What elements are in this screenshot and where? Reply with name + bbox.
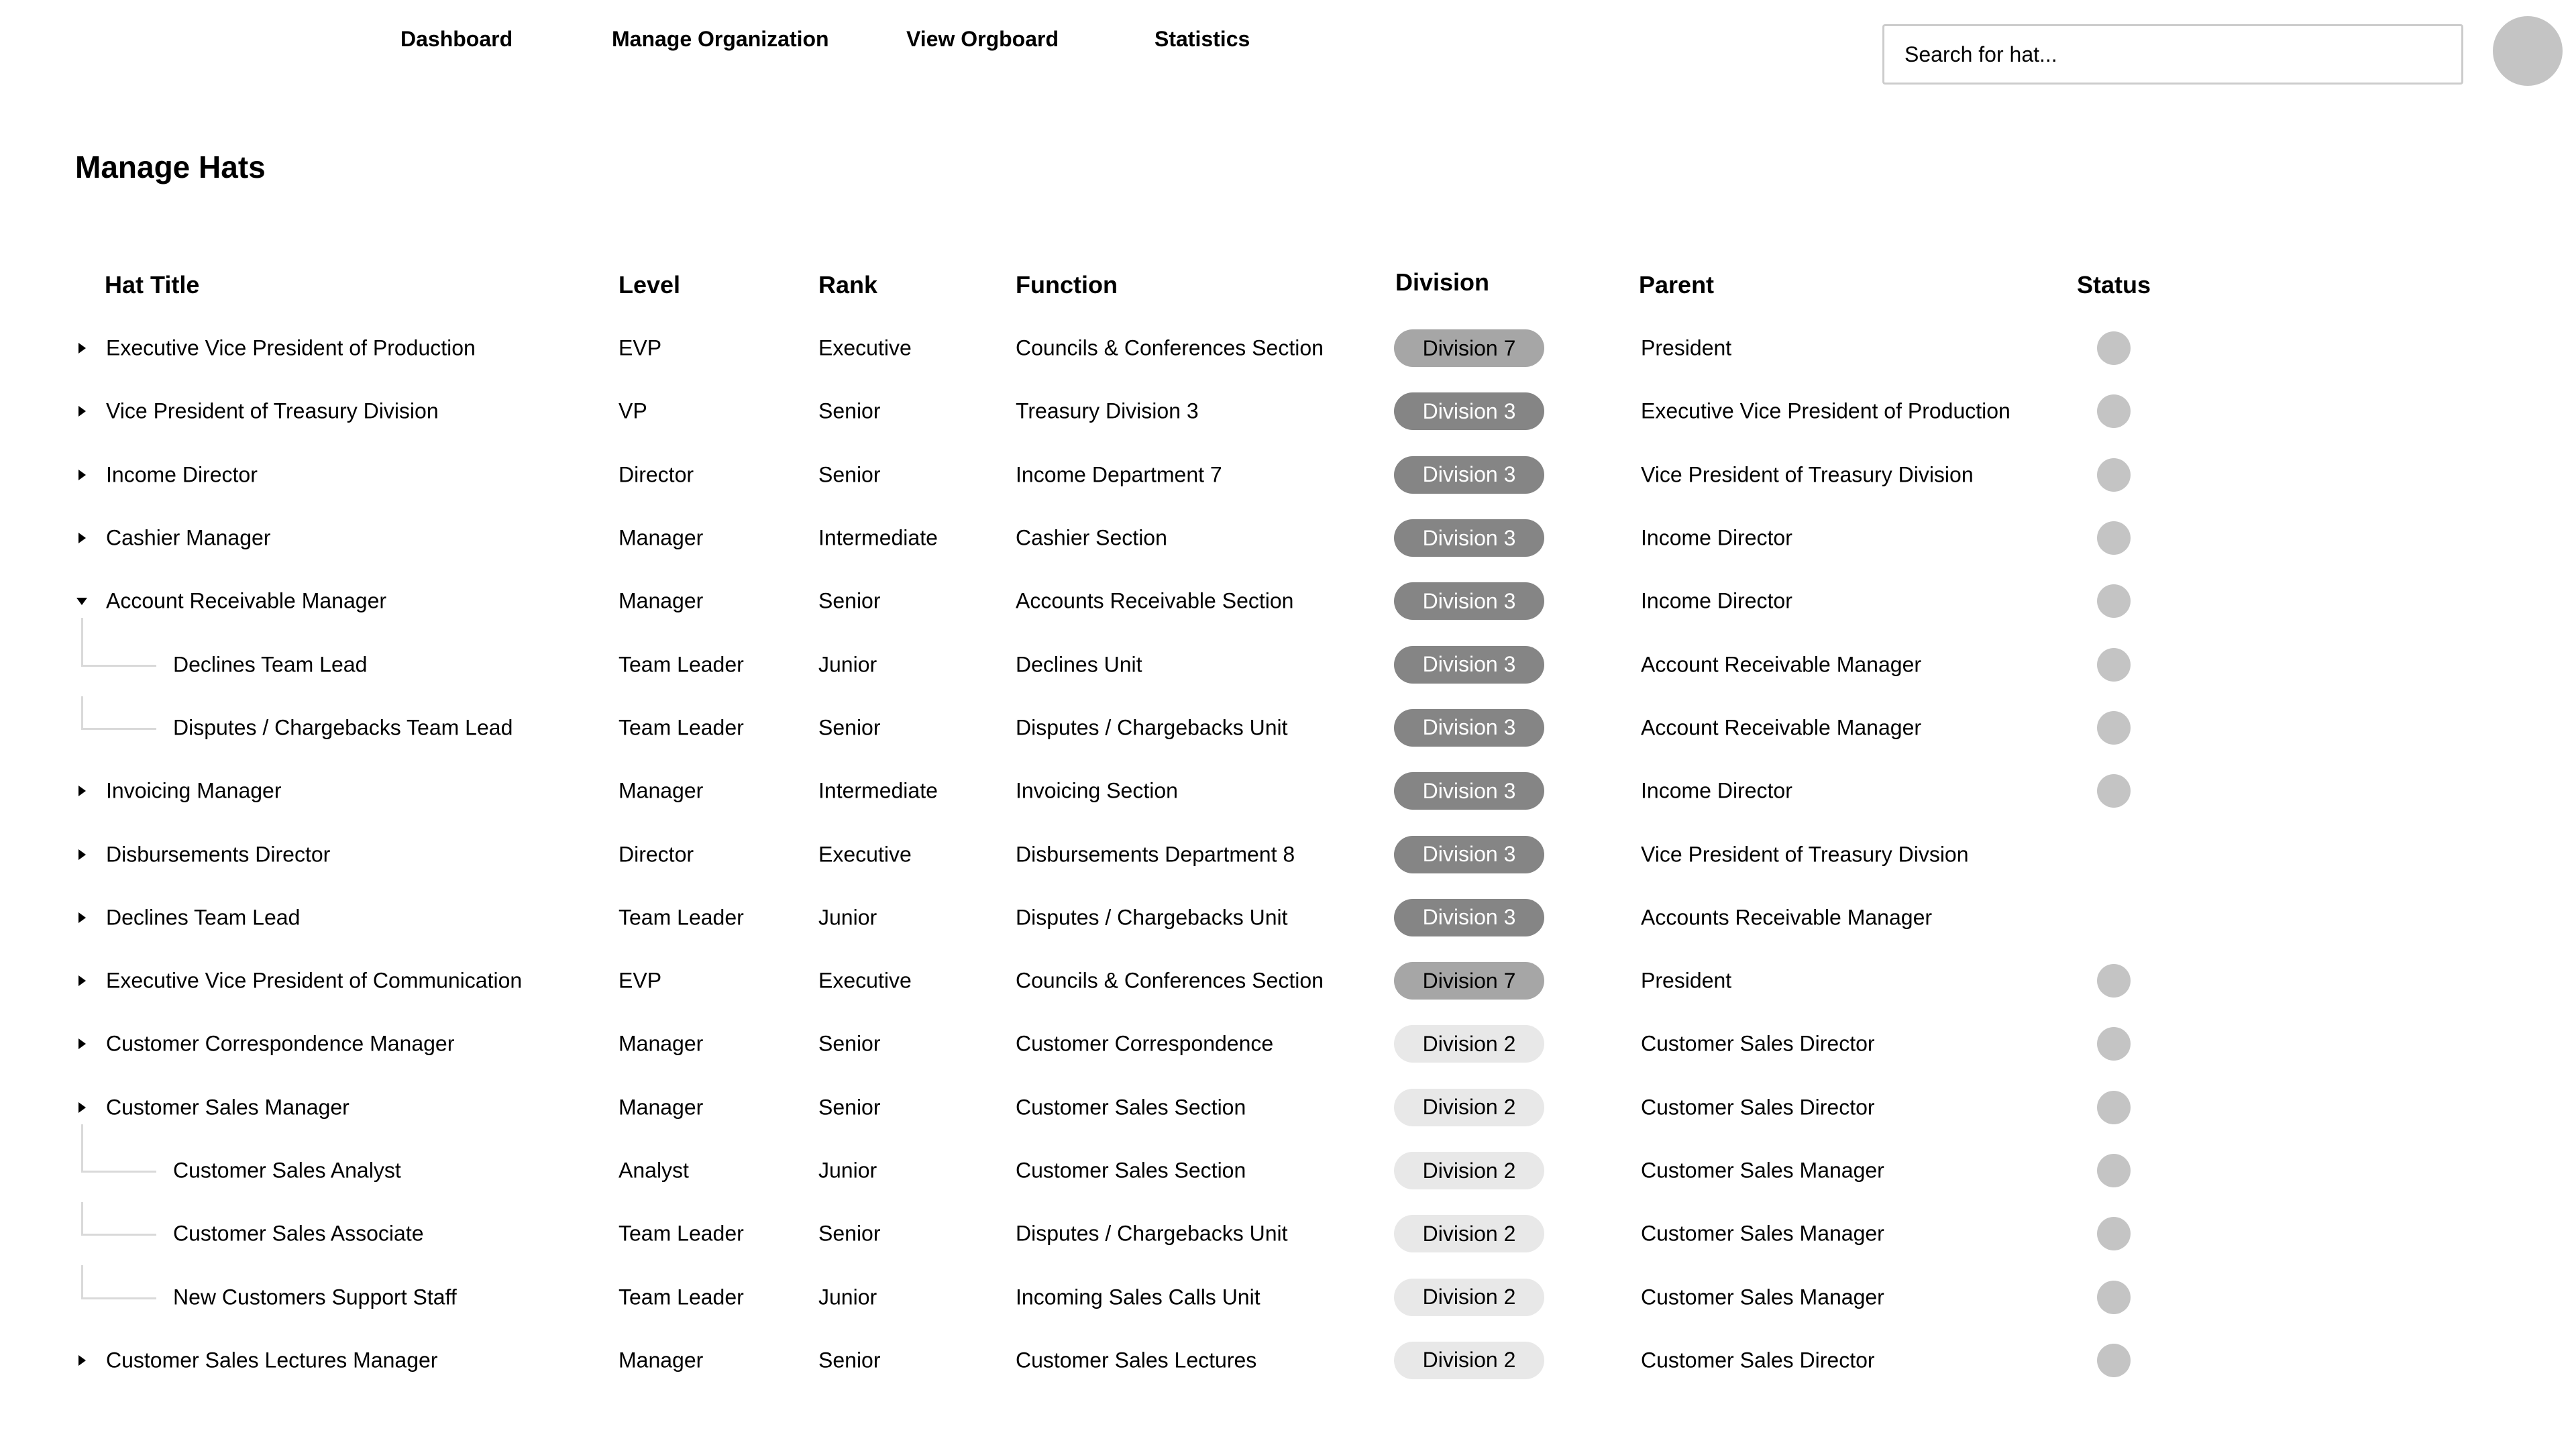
cell-level: Team Leader (619, 1221, 744, 1246)
cell-parent: Accounts Receivable Manager (1641, 905, 1933, 930)
status-indicator-icon[interactable] (2097, 1217, 2131, 1250)
caret-right-icon[interactable] (75, 911, 89, 924)
cell-rank: Intermediate (818, 525, 938, 550)
cell-hat-title[interactable]: Declines Team Lead (173, 652, 368, 677)
cell-level: EVP (619, 968, 662, 993)
caret-right-icon[interactable] (75, 468, 89, 482)
triangle-glyph (78, 1355, 86, 1366)
cell-hat-title[interactable]: Declines Team Lead (106, 905, 301, 930)
triangle-glyph (78, 343, 86, 354)
status-indicator-icon[interactable] (2097, 1344, 2131, 1377)
cell-rank: Senior (818, 715, 881, 740)
cell-level: Manager (619, 1095, 704, 1120)
header-status[interactable]: Status (2077, 271, 2151, 299)
header-function[interactable]: Function (1016, 271, 1118, 299)
status-indicator-icon[interactable] (2097, 458, 2131, 492)
cell-level: Team Leader (619, 715, 744, 740)
division-badge[interactable]: Division 2 (1394, 1025, 1544, 1063)
status-indicator-icon[interactable] (2097, 648, 2131, 682)
cell-function: Treasury Division 3 (1016, 398, 1199, 423)
tree-connector-vertical (81, 1202, 83, 1234)
tree-connector-horizontal (81, 1297, 156, 1299)
cell-parent: Customer Sales Manager (1641, 1221, 1884, 1246)
division-badge[interactable]: Division 2 (1394, 1279, 1544, 1316)
division-badge[interactable]: Division 3 (1394, 836, 1544, 873)
cell-function: Disbursements Department 8 (1016, 842, 1295, 867)
table-row[interactable] (0, 443, 2576, 506)
top-navigation (0, 0, 2576, 107)
cell-hat-title[interactable]: Invoicing Manager (106, 778, 282, 803)
status-indicator-icon[interactable] (2097, 331, 2131, 365)
cell-level: Manager (619, 778, 704, 803)
header-division[interactable]: Division (1395, 268, 1490, 296)
header-hat-title[interactable]: Hat Title (105, 271, 200, 299)
cell-function: Councils & Conferences Section (1016, 968, 1324, 993)
status-indicator-icon[interactable] (2097, 774, 2131, 808)
table-row[interactable] (0, 696, 2576, 759)
cell-parent: President (1641, 968, 1732, 993)
cell-hat-title[interactable]: Executive Vice President of Production (106, 335, 476, 360)
caret-right-icon[interactable] (75, 531, 89, 545)
table-row[interactable] (0, 886, 2576, 949)
tree-connector-vertical (81, 1124, 83, 1171)
triangle-glyph (78, 1038, 86, 1049)
status-indicator-icon[interactable] (2097, 1091, 2131, 1124)
hats-table (0, 255, 2576, 1392)
header-parent[interactable]: Parent (1639, 271, 1715, 299)
nav-statistics[interactable]: Statistics (1155, 27, 1250, 51)
cell-parent: Vice President of Treasury Divsion (1641, 842, 1969, 867)
cell-level: Manager (619, 1348, 704, 1373)
cell-hat-title[interactable]: Disbursements Director (106, 842, 331, 867)
cell-function: Declines Unit (1016, 652, 1142, 677)
cell-function: Customer Sales Section (1016, 1158, 1246, 1183)
caret-right-icon[interactable] (75, 1354, 89, 1367)
division-badge[interactable]: Division 3 (1394, 899, 1544, 936)
cell-level: Director (619, 462, 694, 487)
cell-hat-title[interactable]: Vice President of Treasury Division (106, 398, 439, 423)
cell-function: Customer Correspondence (1016, 1031, 1274, 1056)
header-rank[interactable]: Rank (818, 271, 878, 299)
table-body (0, 317, 2576, 1392)
cell-hat-title[interactable]: Cashier Manager (106, 525, 271, 550)
status-indicator-icon[interactable] (2097, 521, 2131, 555)
cell-level: Manager (619, 1031, 704, 1056)
triangle-glyph (78, 912, 86, 923)
tree-connector-horizontal (81, 728, 156, 730)
table-row[interactable] (0, 1076, 2576, 1139)
tree-connector-horizontal (81, 1234, 156, 1236)
division-badge[interactable]: Division 3 (1394, 772, 1544, 810)
triangle-glyph (78, 1102, 86, 1113)
division-badge[interactable]: Division 2 (1394, 1215, 1544, 1252)
tree-connector-vertical (81, 696, 83, 728)
table-row[interactable] (0, 317, 2576, 380)
page-title: Manage Hats (75, 150, 266, 184)
caret-down-icon[interactable] (75, 594, 89, 608)
cell-parent: Customer Sales Director (1641, 1095, 1875, 1120)
table-row[interactable] (0, 1139, 2576, 1202)
division-badge[interactable]: Division 2 (1394, 1089, 1544, 1126)
caret-right-icon[interactable] (75, 1101, 89, 1114)
cell-level: Analyst (619, 1158, 689, 1183)
division-badge[interactable]: Division 2 (1394, 1342, 1544, 1379)
caret-right-icon[interactable] (75, 848, 89, 861)
nav-dashboard[interactable]: Dashboard (400, 27, 513, 51)
cell-parent: Income Director (1641, 525, 1792, 550)
cell-level: Manager (619, 525, 704, 550)
triangle-glyph (76, 598, 87, 605)
cell-hat-title[interactable]: New Customers Support Staff (173, 1285, 457, 1309)
triangle-glyph (78, 406, 86, 417)
cell-rank: Junior (818, 1158, 877, 1183)
nav-manage-organization[interactable]: Manage Organization (612, 27, 829, 51)
table-row[interactable] (0, 380, 2576, 443)
division-badge[interactable]: Division 7 (1394, 962, 1544, 1000)
caret-right-icon[interactable] (75, 784, 89, 798)
cell-function: Councils & Conferences Section (1016, 335, 1324, 360)
cell-rank: Executive (818, 335, 912, 360)
cell-rank: Intermediate (818, 778, 938, 803)
cell-function: Incoming Sales Calls Unit (1016, 1285, 1260, 1309)
cell-function: Invoicing Section (1016, 778, 1178, 803)
table-row[interactable] (0, 759, 2576, 822)
tree-connector-horizontal (81, 1171, 156, 1173)
cell-rank: Senior (818, 1348, 881, 1373)
cell-function: Customer Sales Lectures (1016, 1348, 1257, 1373)
cell-hat-title[interactable]: Income Director (106, 462, 258, 487)
cell-level: VP (619, 398, 647, 423)
cell-level: Team Leader (619, 652, 744, 677)
cell-hat-title[interactable]: Customer Sales Manager (106, 1095, 350, 1120)
caret-right-icon[interactable] (75, 1037, 89, 1051)
division-badge[interactable]: Division 3 (1394, 646, 1544, 684)
cell-function: Cashier Section (1016, 525, 1167, 550)
triangle-glyph (78, 786, 86, 796)
table-row[interactable] (0, 822, 2576, 885)
nav-view-orgboard[interactable]: View Orgboard (906, 27, 1059, 51)
cell-rank: Senior (818, 1221, 881, 1246)
cell-rank: Senior (818, 588, 881, 613)
table-row[interactable] (0, 1265, 2576, 1328)
user-avatar[interactable] (2493, 16, 2563, 86)
table-row[interactable] (0, 506, 2576, 570)
cell-parent: President (1641, 335, 1732, 360)
table-row[interactable] (0, 1012, 2576, 1075)
status-indicator-icon[interactable] (2097, 1154, 2131, 1187)
division-badge[interactable]: Division 7 (1394, 329, 1544, 367)
cell-parent: Customer Sales Director (1641, 1031, 1875, 1056)
cell-parent: Account Receivable Manager (1641, 715, 1922, 740)
cell-rank: Junior (818, 1285, 877, 1309)
caret-right-icon[interactable] (75, 341, 89, 355)
header-level[interactable]: Level (619, 271, 681, 299)
cell-function: Disputes / Chargebacks Unit (1016, 715, 1288, 740)
division-badge[interactable]: Division 3 (1394, 709, 1544, 747)
cell-level: Team Leader (619, 1285, 744, 1309)
tree-connector-vertical (81, 1265, 83, 1297)
status-indicator-icon[interactable] (2097, 711, 2131, 745)
division-badge[interactable]: Division 2 (1394, 1152, 1544, 1189)
division-badge[interactable]: Division 3 (1394, 582, 1544, 620)
cell-hat-title[interactable]: Customer Sales Associate (173, 1221, 424, 1246)
cell-function: Accounts Receivable Section (1016, 588, 1294, 613)
status-indicator-icon[interactable] (2097, 964, 2131, 998)
cell-parent: Customer Sales Director (1641, 1348, 1875, 1373)
cell-parent: Income Director (1641, 588, 1792, 613)
cell-hat-title[interactable]: Account Receivable Manager (106, 588, 387, 613)
cell-parent: Account Receivable Manager (1641, 652, 1922, 677)
cell-parent: Vice President of Treasury Division (1641, 462, 1974, 487)
division-badge[interactable]: Division 3 (1394, 392, 1544, 430)
tree-connector-vertical (81, 618, 83, 664)
status-indicator-icon[interactable] (2097, 1281, 2131, 1314)
cell-rank: Executive (818, 968, 912, 993)
table-header (0, 255, 2576, 317)
cell-level: Manager (619, 588, 704, 613)
caret-right-icon[interactable] (75, 405, 89, 418)
status-indicator-icon[interactable] (2097, 394, 2131, 428)
cell-rank: Junior (818, 905, 877, 930)
cell-rank: Executive (818, 842, 912, 867)
cell-level: Team Leader (619, 905, 744, 930)
cell-hat-title[interactable]: Disputes / Chargebacks Team Lead (173, 715, 513, 740)
cell-level: EVP (619, 335, 662, 360)
cell-level: Director (619, 842, 694, 867)
cell-parent: Customer Sales Manager (1641, 1158, 1884, 1183)
table-row[interactable] (0, 633, 2576, 696)
cell-parent: Income Director (1641, 778, 1792, 803)
table-row[interactable] (0, 949, 2576, 1012)
tree-connector-horizontal (81, 665, 156, 667)
cell-function: Disputes / Chargebacks Unit (1016, 1221, 1288, 1246)
division-badge[interactable]: Division 3 (1394, 456, 1544, 494)
cell-rank: Senior (818, 1031, 881, 1056)
cell-function: Income Department 7 (1016, 462, 1222, 487)
cell-hat-title[interactable]: Executive Vice President of Communication (106, 968, 523, 993)
cell-parent: Customer Sales Manager (1641, 1285, 1884, 1309)
cell-rank: Senior (818, 398, 881, 423)
cell-function: Disputes / Chargebacks Unit (1016, 905, 1288, 930)
status-indicator-icon[interactable] (2097, 1027, 2131, 1061)
cell-function: Customer Sales Section (1016, 1095, 1246, 1120)
status-indicator-icon[interactable] (2097, 584, 2131, 618)
cell-rank: Senior (818, 462, 881, 487)
triangle-glyph (78, 533, 86, 543)
search-hat-input[interactable] (1882, 24, 2463, 85)
table-row[interactable] (0, 1329, 2576, 1392)
cell-hat-title[interactable]: Customer Sales Analyst (173, 1158, 401, 1183)
division-badge[interactable]: Division 3 (1394, 519, 1544, 557)
caret-right-icon[interactable] (75, 974, 89, 987)
triangle-glyph (78, 470, 86, 480)
table-row[interactable] (0, 1202, 2576, 1265)
triangle-glyph (78, 975, 86, 986)
cell-rank: Senior (818, 1095, 881, 1120)
triangle-glyph (78, 849, 86, 860)
cell-hat-title[interactable]: Customer Correspondence Manager (106, 1031, 455, 1056)
cell-parent: Executive Vice President of Production (1641, 398, 2010, 423)
cell-hat-title[interactable]: Customer Sales Lectures Manager (106, 1348, 438, 1373)
table-row[interactable] (0, 570, 2576, 633)
cell-rank: Junior (818, 652, 877, 677)
